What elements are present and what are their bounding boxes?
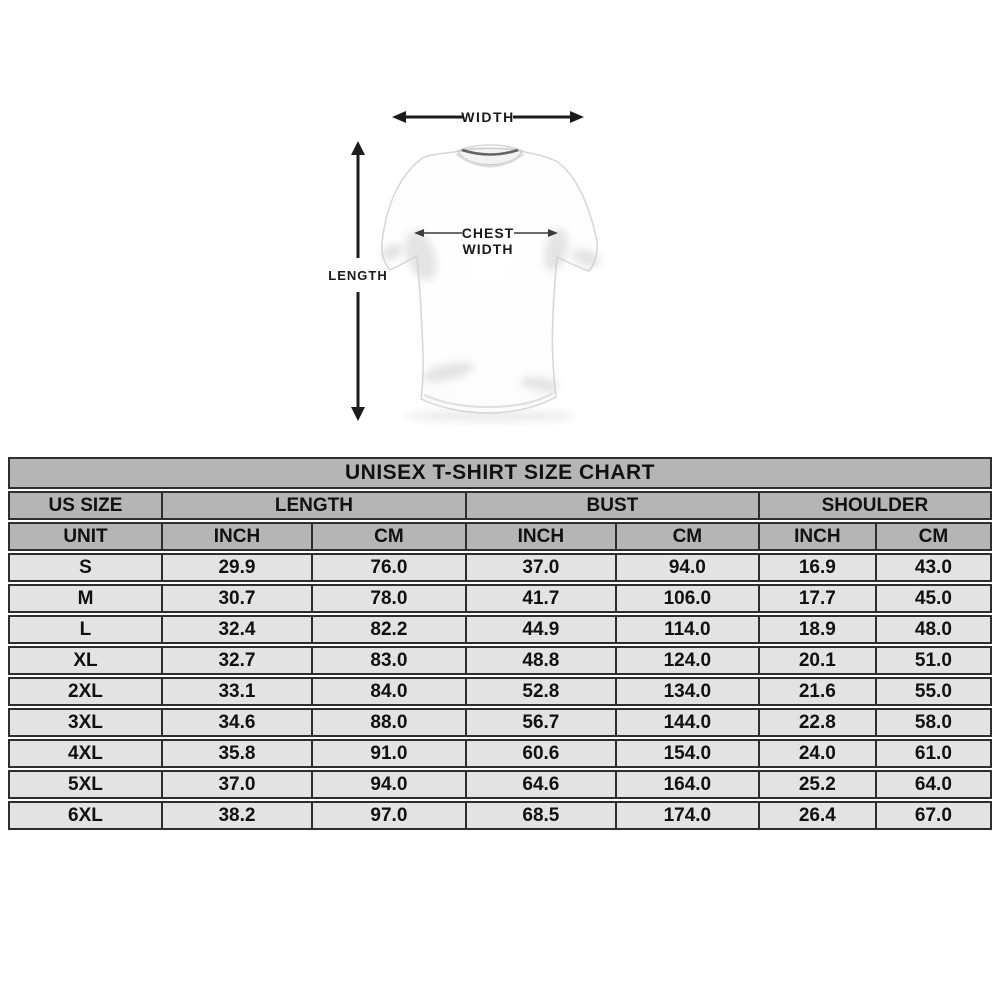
- value-cell: 25.2: [760, 770, 877, 799]
- value-cell: 64.6: [467, 770, 617, 799]
- value-cell: 83.0: [313, 646, 467, 675]
- value-cell: 33.1: [163, 677, 313, 706]
- value-cell: 32.4: [163, 615, 313, 644]
- value-cell: 41.7: [467, 584, 617, 613]
- value-cell: 16.9: [760, 553, 877, 582]
- value-cell: 82.2: [313, 615, 467, 644]
- value-cell: 18.9: [760, 615, 877, 644]
- size-cell: 3XL: [8, 708, 163, 737]
- table-title: UNISEX T-SHIRT SIZE CHART: [8, 457, 992, 489]
- col-header-shoulder: SHOULDER: [760, 491, 992, 520]
- unit-length-inch: INCH: [163, 522, 313, 551]
- table-row: [8, 646, 992, 675]
- value-cell: 144.0: [617, 708, 760, 737]
- value-cell: 22.8: [760, 708, 877, 737]
- size-cell: XL: [8, 646, 163, 675]
- value-cell: 24.0: [760, 739, 877, 768]
- col-header-bust: BUST: [467, 491, 760, 520]
- width-label: WIDTH: [461, 109, 515, 125]
- table-row: [8, 801, 992, 830]
- table-row: [8, 739, 992, 768]
- tshirt-diagram: [0, 0, 1000, 450]
- value-cell: 34.6: [163, 708, 313, 737]
- size-cell: 2XL: [8, 677, 163, 706]
- table-row: [8, 553, 992, 582]
- table-unit-row: [8, 522, 992, 551]
- size-cell: M: [8, 584, 163, 613]
- value-cell: 64.0: [877, 770, 992, 799]
- table-row: [8, 584, 992, 613]
- value-cell: 56.7: [467, 708, 617, 737]
- chest-width-label-line1: CHEST: [461, 225, 515, 241]
- table-row: [8, 770, 992, 799]
- value-cell: 48.0: [877, 615, 992, 644]
- size-table: [8, 455, 992, 832]
- unit-bust-inch: INCH: [467, 522, 617, 551]
- value-cell: 32.7: [163, 646, 313, 675]
- tshirt-image: [378, 145, 603, 422]
- value-cell: 20.1: [760, 646, 877, 675]
- value-cell: 58.0: [877, 708, 992, 737]
- table-title-row: [8, 457, 992, 489]
- value-cell: 45.0: [877, 584, 992, 613]
- value-cell: 51.0: [877, 646, 992, 675]
- value-cell: 43.0: [877, 553, 992, 582]
- value-cell: 88.0: [313, 708, 467, 737]
- value-cell: 37.0: [467, 553, 617, 582]
- size-cell: 6XL: [8, 801, 163, 830]
- value-cell: 55.0: [877, 677, 992, 706]
- table-row: [8, 677, 992, 706]
- size-cell: 5XL: [8, 770, 163, 799]
- value-cell: 37.0: [163, 770, 313, 799]
- value-cell: 154.0: [617, 739, 760, 768]
- value-cell: 78.0: [313, 584, 467, 613]
- value-cell: 44.9: [467, 615, 617, 644]
- value-cell: 30.7: [163, 584, 313, 613]
- value-cell: 94.0: [617, 553, 760, 582]
- value-cell: 38.2: [163, 801, 313, 830]
- unit-header: UNIT: [8, 522, 163, 551]
- table-row: [8, 615, 992, 644]
- value-cell: 29.9: [163, 553, 313, 582]
- value-cell: 48.8: [467, 646, 617, 675]
- unit-length-cm: CM: [313, 522, 467, 551]
- value-cell: 26.4: [760, 801, 877, 830]
- value-cell: 76.0: [313, 553, 467, 582]
- value-cell: 60.6: [467, 739, 617, 768]
- value-cell: 21.6: [760, 677, 877, 706]
- chest-width-label-line2: WIDTH: [462, 241, 514, 257]
- value-cell: 67.0: [877, 801, 992, 830]
- value-cell: 174.0: [617, 801, 760, 830]
- value-cell: 134.0: [617, 677, 760, 706]
- value-cell: 124.0: [617, 646, 760, 675]
- value-cell: 91.0: [313, 739, 467, 768]
- table-row: [8, 708, 992, 737]
- value-cell: 97.0: [313, 801, 467, 830]
- value-cell: 35.8: [163, 739, 313, 768]
- col-header-length: LENGTH: [163, 491, 467, 520]
- size-cell: L: [8, 615, 163, 644]
- size-cell: S: [8, 553, 163, 582]
- size-table-body: [8, 553, 992, 830]
- tshirt-body: [382, 145, 597, 413]
- table-group-header-row: [8, 491, 992, 520]
- value-cell: 106.0: [617, 584, 760, 613]
- length-label: LENGTH: [328, 268, 388, 283]
- unit-shoulder-inch: INCH: [760, 522, 877, 551]
- value-cell: 94.0: [313, 770, 467, 799]
- size-cell: 4XL: [8, 739, 163, 768]
- unit-shoulder-cm: CM: [877, 522, 992, 551]
- value-cell: 114.0: [617, 615, 760, 644]
- unit-bust-cm: CM: [617, 522, 760, 551]
- value-cell: 52.8: [467, 677, 617, 706]
- value-cell: 164.0: [617, 770, 760, 799]
- value-cell: 68.5: [467, 801, 617, 830]
- col-header-us-size: US SIZE: [8, 491, 163, 520]
- value-cell: 17.7: [760, 584, 877, 613]
- value-cell: 61.0: [877, 739, 992, 768]
- value-cell: 84.0: [313, 677, 467, 706]
